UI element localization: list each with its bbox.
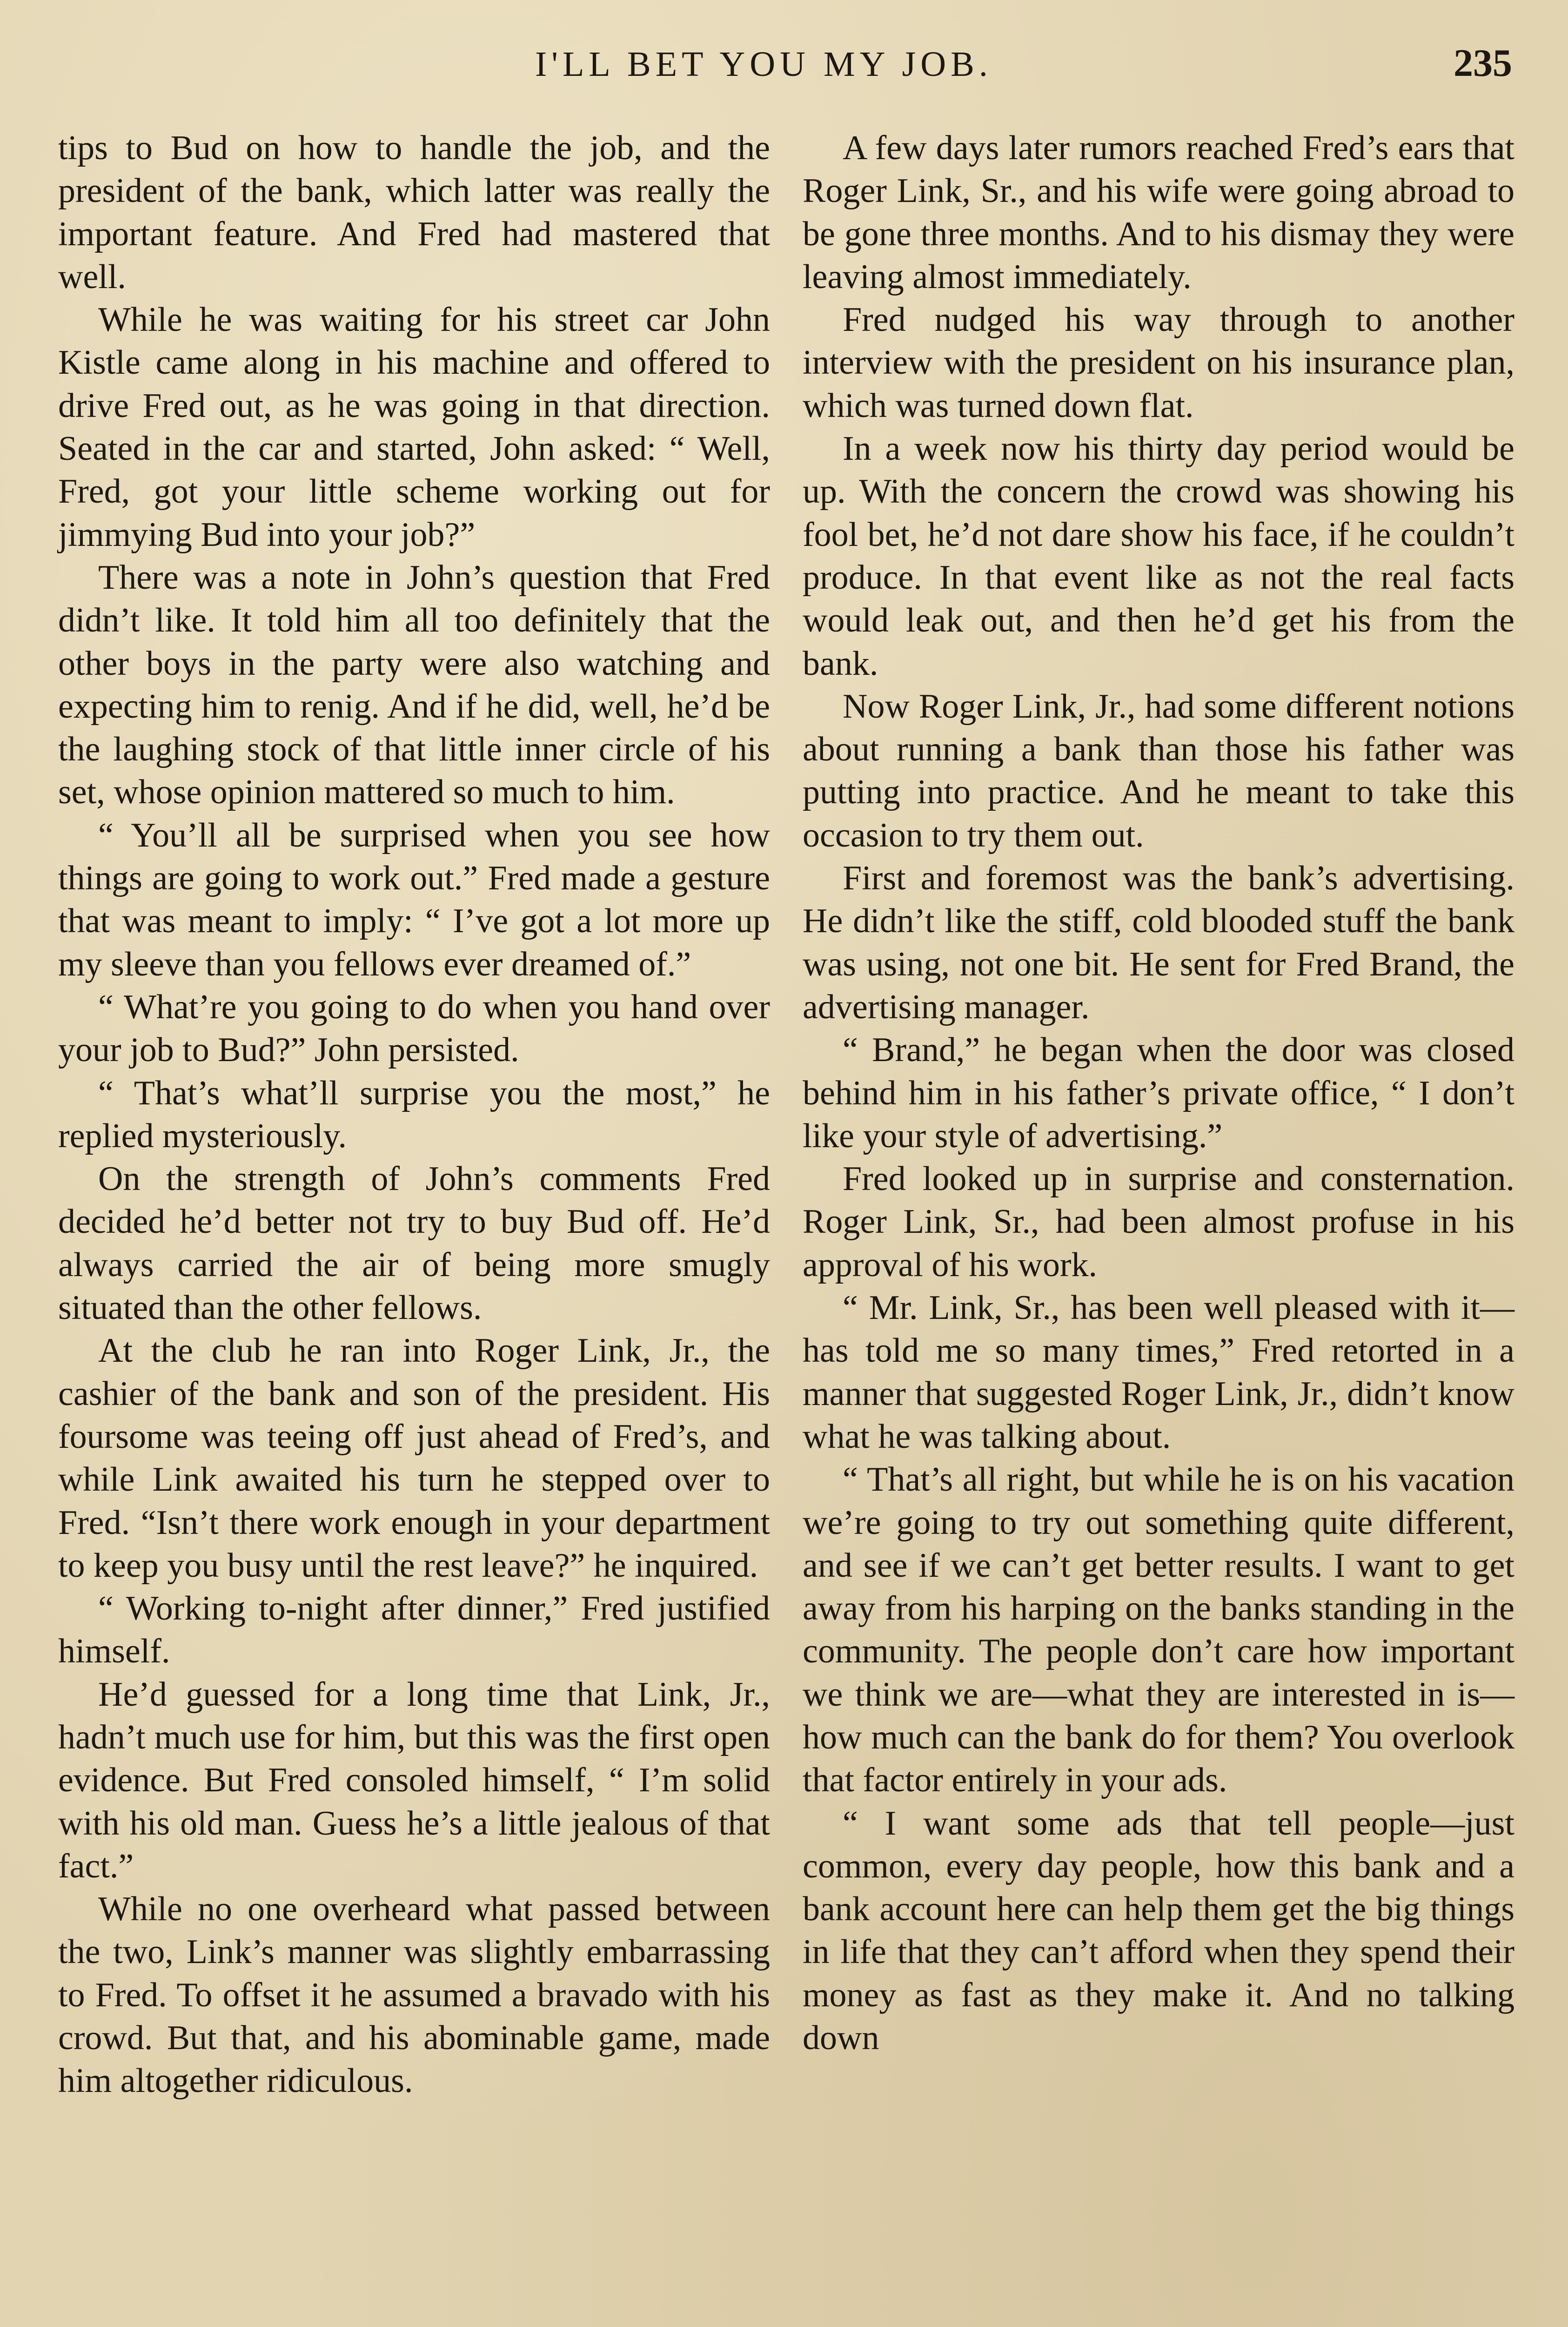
running-title: I'LL BET YOU MY JOB. <box>535 45 992 84</box>
paragraph: On the strength of John’s comments Fred decided he’d better not try to buy Bud off. He’d always carried the air of being more smugly situated than the other fellows. <box>58 1160 770 1327</box>
paragraph: Fred nudged his way through to another interview with the president on his insurance plan, which was turned down flat. <box>803 301 1514 425</box>
paragraph: He’d guessed for a long time that Link, Jr., hadn’t much use for him, but this was the first open evidence. But Fred consoled himself, “ I’m solid with his old man. Guess he’s a little jealous of that fact.” <box>58 1675 770 1885</box>
paragraph: “ Mr. Link, Sr., has been well pleased with it—has told me so many times,” Fred retorted in a manner that suggested Roger Link, Jr., didn’t know what he was talking about. <box>803 1289 1514 1456</box>
paragraph: “ You’ll all be surprised when you see how things are going to work out.” Fred made a gesture that was meant to imply: “ I’ve got a lot more up my sleeve than you fellows ever dreamed of.” <box>58 816 770 983</box>
paragraph: Fred looked up in surprise and consternation. Roger Link, Sr., had been almost profuse in his approval of his work. <box>803 1160 1514 1284</box>
paragraph: “ Working to-night after dinner,” Fred justified himself. <box>58 1589 770 1671</box>
paragraph: tips to Bud on how to handle the job, and the president of the bank, which latter was really the important feature. And Fred had mastered that well. <box>58 129 770 296</box>
page-number: 235 <box>1454 41 1512 85</box>
paragraph: At the club he ran into Roger Link, Jr., the cashier of the bank and son of the president. His foursome was teeing off just ahead of Fred’s, and while Link awaited his turn he stepped over to Fred. “Isn’t there work enough in your department to keep you busy until the rest leave?” he inquired. <box>58 1332 770 1585</box>
paragraph: “ That’s all right, but while he is on his vacation we’re going to try out something quite different, and see if we can’t get better results. I want to get away from his harping on the banks standing in the community. The people don’t care how important we think we are—what they are interested in is—how much can the bank do for them? You overlook that factor entirely in your ads. <box>803 1460 1514 1800</box>
paragraph: While he was waiting for his street car John Kistle came along in his machine and offered to drive Fred out, as he was going in that direction. Seated in the car and started, John asked: “ Well, Fred, got your little scheme working out for jimmying Bud into your job?” <box>58 301 770 554</box>
paragraph: “ Brand,” he began when the door was closed behind him in his father’s private office, “ I don’t like your style of advertising.” <box>803 1031 1514 1155</box>
paragraph: A few days later rumors reached Fred’s ears that Roger Link, Sr., and his wife were going abroad to be gone three months. And to his dismay they were leaving almost immediately. <box>803 129 1514 296</box>
paragraph: First and foremost was the bank’s advertising. He didn’t like the stiff, cold blooded stuff the bank was using, not one bit. He sent for Fred Brand, the advertising manager. <box>803 859 1514 1026</box>
paragraph: Now Roger Link, Jr., had some different notions about running a bank than those his father was putting into practice. And he meant to take this occasion to try them out. <box>803 687 1514 854</box>
paragraph: “ What’re you going to do when you hand over your job to Bud?” John persisted. <box>58 988 770 1069</box>
left-column <box>58 127 770 2103</box>
page-header <box>0 41 1568 95</box>
paragraph: There was a note in John’s question that Fred didn’t like. It told him all too definitely that the other boys in the party were also watching and expecting him to renig. And if he did, well, he’d be the laughing stock of that little inner circle of his set, whose opinion mattered so much to him. <box>58 558 770 812</box>
paragraph: While no one overheard what passed between the two, Link’s manner was slightly embarrassing to Fred. To offset it he assumed a bravado with his crowd. But that, and his abominable game, made him altogether ridiculous. <box>58 1890 770 2100</box>
paragraph: In a week now his thirty day period would be up. With the concern the crowd was showing his fool bet, he’d not dare show his face, if he couldn’t produce. In that event like as not the real facts would leak out, and then he’d get his from the bank. <box>803 430 1514 683</box>
paragraph: “ That’s what’ll surprise you the most,” he replied mysteriously. <box>58 1074 770 1155</box>
right-column <box>803 127 1514 2059</box>
paragraph: “ I want some ads that tell people—just common, every day people, how this bank and a bank account here can help them get the big things in life that they can’t afford when they spend their money as fast as they make it. And no talking down <box>803 1804 1514 2058</box>
